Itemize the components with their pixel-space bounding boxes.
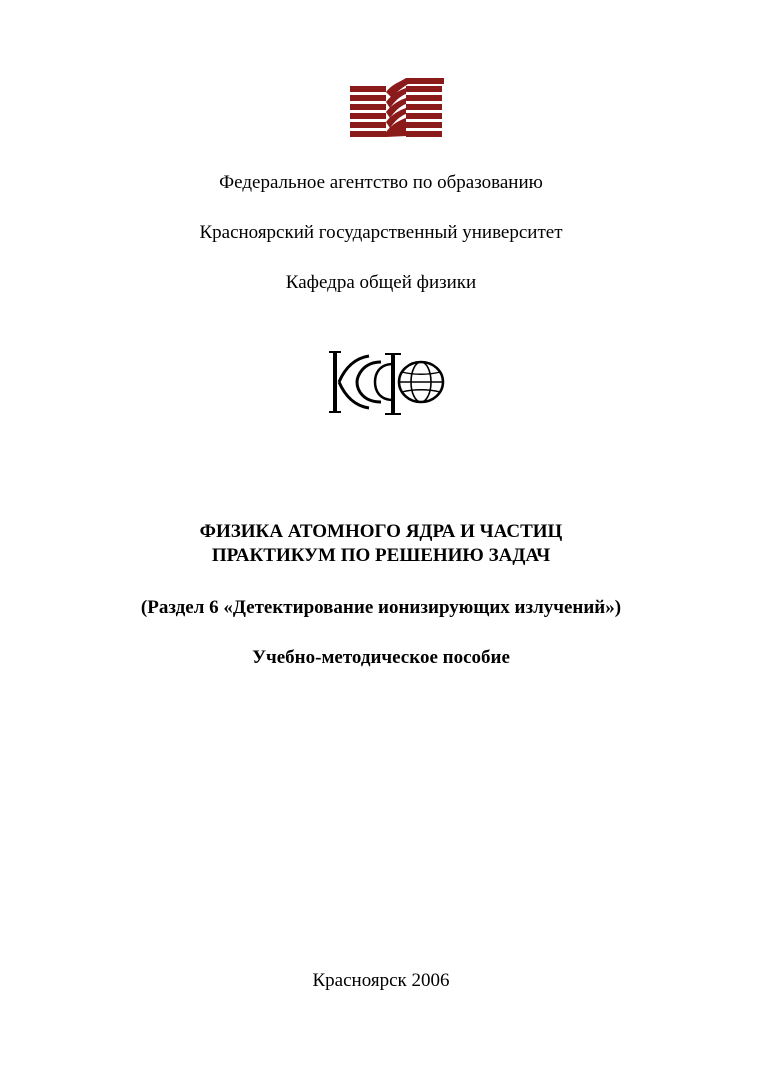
section-subtitle: (Раздел 6 «Детектирование ионизирующих излучений») (140, 597, 622, 618)
title-line-2: ПРАКТИКУМ ПО РЕШЕНИЮ ЗАДАЧ (211, 545, 551, 566)
department-name: Кафедра общей физики (285, 272, 477, 293)
place-year: Красноярск 2006 (312, 970, 450, 991)
document-type: Учебно-методическое пособие (252, 647, 510, 668)
university-name: Красноярский государственный университет (199, 222, 563, 243)
university-book-logo (348, 76, 444, 138)
title-line-1: ФИЗИКА АТОМНОГО ЯДРА И ЧАСТИЦ (199, 521, 563, 542)
agency-name: Федеральное агентство по образованию (219, 172, 543, 193)
department-kf-logo (329, 348, 447, 416)
